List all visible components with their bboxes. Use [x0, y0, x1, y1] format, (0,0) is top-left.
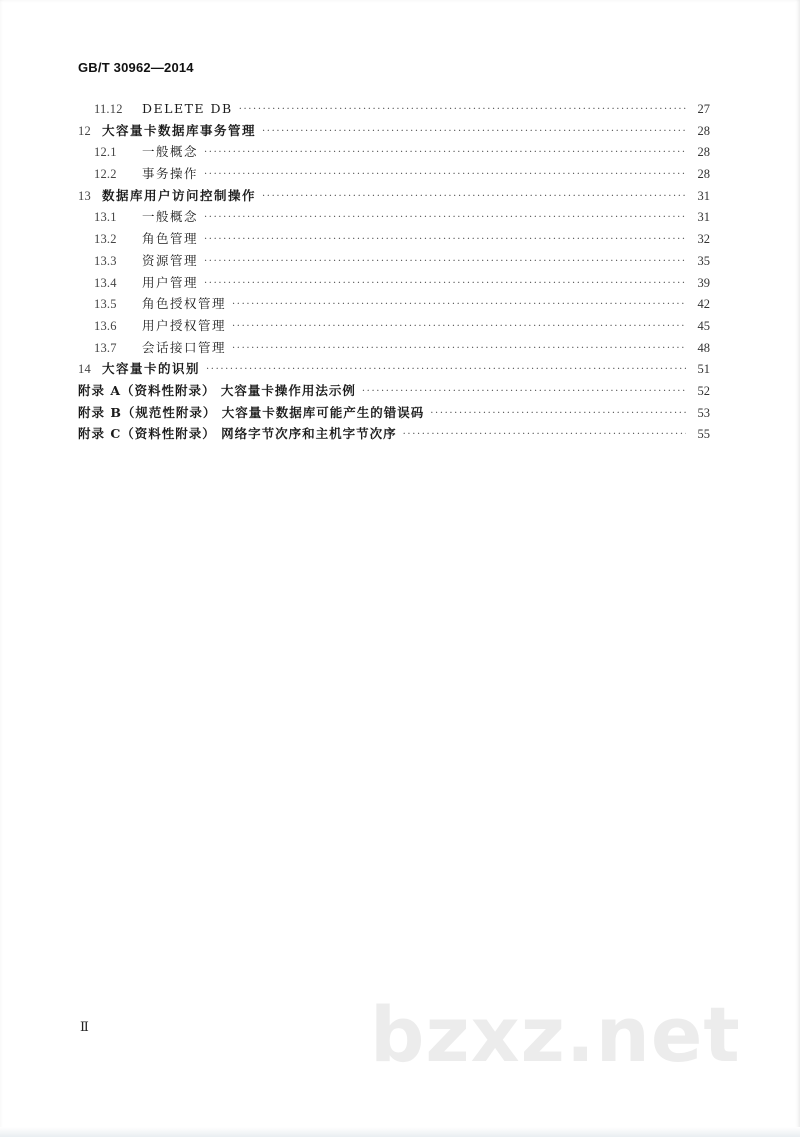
standard-number-header: GB/T 30962—2014 [78, 60, 194, 75]
toc-entry-number: 12 [78, 123, 91, 138]
toc-entry[interactable] [78, 272, 710, 294]
toc-entry-number: 13.5 [94, 297, 117, 312]
toc-entry-page: 42 [697, 297, 710, 312]
toc-leader-dots [403, 424, 686, 446]
toc-entry-number: 12.2 [94, 167, 117, 182]
toc-entry-number: 13.6 [94, 318, 117, 333]
toc-entry-page: 53 [697, 405, 710, 420]
toc-entry-page: 55 [697, 427, 710, 442]
toc-entry[interactable] [78, 141, 710, 163]
toc-leader-dots [232, 294, 686, 316]
watermark-text: bzxz.net [370, 990, 741, 1079]
toc-entry-title: 数据库用户访问控制操作 [102, 187, 257, 203]
toc-entry-title: 附录 B（规范性附录） 大容量卡数据库可能产生的错误码 [78, 404, 425, 420]
toc-entry-title: 用户管理 [142, 274, 199, 290]
toc-entry-number: 13.2 [94, 232, 117, 247]
toc-entry-title: 大容量卡的识别 [102, 361, 201, 377]
toc-entry-page: 39 [697, 275, 710, 290]
toc-entry-page: 27 [697, 102, 710, 116]
toc-entry[interactable] [78, 358, 710, 380]
toc-entry-title: 一般概念 [142, 209, 199, 225]
toc-entry-page: 51 [697, 362, 710, 377]
toc-leader-dots [232, 316, 686, 338]
toc-leader-dots [204, 251, 686, 273]
toc-leader-dots [262, 186, 686, 208]
toc-entry-number: 12.1 [94, 145, 117, 160]
toc-entry-number: 13.7 [94, 340, 117, 355]
toc-entry-number: 13.1 [94, 210, 117, 225]
toc-entry-title: 附录 A（资料性附录） 大容量卡操作用法示例 [78, 382, 356, 398]
toc-entry-title: 用户授权管理 [142, 317, 227, 333]
toc-entry[interactable] [78, 402, 710, 424]
toc-entry-page: 28 [697, 123, 710, 138]
toc-entry[interactable] [78, 206, 710, 228]
toc-entry-title: DELETE DB [142, 101, 233, 116]
toc-entry-page: 35 [697, 253, 710, 268]
toc-entry[interactable] [78, 163, 710, 185]
toc-entry-title: 附录 C（资料性附录） 网络字节次序和主机字节次序 [78, 426, 397, 442]
toc-entry[interactable] [78, 337, 710, 359]
toc-entry-title: 事务操作 [142, 166, 199, 182]
toc-entry-number: 14 [78, 362, 91, 377]
toc-entry-number: 13.3 [94, 253, 117, 268]
toc-leader-dots [262, 121, 686, 143]
toc-entry[interactable] [78, 120, 710, 142]
toc-leader-dots [239, 99, 686, 121]
page-bottom-edge [0, 1127, 800, 1137]
toc-entry-number: 13.4 [94, 275, 117, 290]
toc-leader-dots [362, 381, 686, 403]
toc-entry[interactable] [78, 380, 710, 402]
toc-entry-page: 48 [697, 340, 710, 355]
toc-entry-page: 45 [697, 318, 710, 333]
toc-entry[interactable] [78, 293, 710, 315]
toc-entry-number: 11.12 [94, 102, 123, 116]
toc-leader-dots [206, 359, 686, 381]
toc-entry[interactable] [78, 315, 710, 337]
toc-entry-page: 52 [697, 383, 710, 398]
toc-entry-title: 资源管理 [142, 252, 199, 268]
toc-entry-page: 28 [697, 167, 710, 182]
toc-entry-title: 角色管理 [142, 231, 199, 247]
toc-leader-dots [204, 229, 686, 251]
toc-entry[interactable] [78, 228, 710, 250]
toc-entry-title: 角色授权管理 [142, 296, 227, 312]
toc-entry[interactable] [78, 98, 710, 120]
toc-leader-dots [204, 164, 686, 186]
table-of-contents [78, 98, 710, 445]
toc-leader-dots [232, 338, 686, 360]
toc-entry-title: 大容量卡数据库事务管理 [102, 122, 257, 138]
toc-entry[interactable] [78, 423, 710, 445]
toc-leader-dots [430, 403, 686, 425]
toc-leader-dots [204, 273, 686, 295]
page-number-footer: Ⅱ [80, 1019, 89, 1034]
toc-entry-page: 28 [697, 145, 710, 160]
toc-entry-title: 会话接口管理 [142, 339, 227, 355]
toc-entry[interactable] [78, 250, 710, 272]
toc-entry-page: 31 [697, 210, 710, 225]
toc-entry-title: 一般概念 [142, 144, 199, 160]
toc-entry-number: 13 [78, 188, 91, 203]
toc-leader-dots [204, 207, 686, 229]
toc-entry-page: 32 [697, 232, 710, 247]
toc-leader-dots [204, 142, 686, 164]
toc-entry[interactable] [78, 185, 710, 207]
toc-entry-page: 31 [697, 188, 710, 203]
